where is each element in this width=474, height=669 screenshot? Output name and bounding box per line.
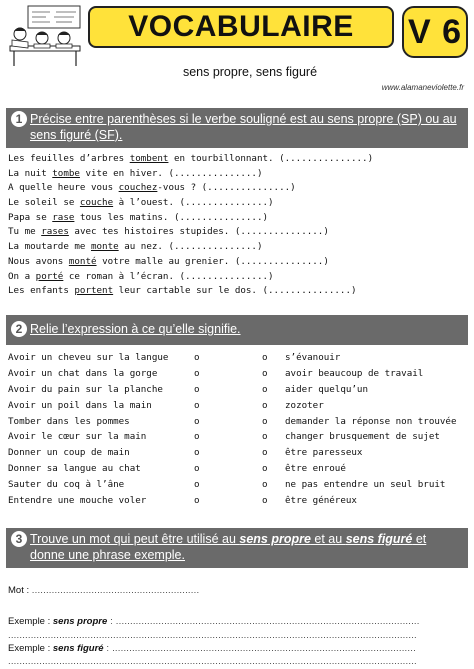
expression-item: Avoir du pain sur la planche (8, 383, 163, 395)
section-3-instruction-a: Trouve un mot qui peut être utilisé au (30, 532, 240, 546)
children-reading-illustration (6, 4, 84, 68)
meaning-item: avoir beaucoup de travail (285, 367, 424, 379)
sentence-text: A quelle heure vous (8, 182, 119, 194)
left-connector-circle[interactable]: o (194, 415, 200, 427)
matching-row (8, 414, 464, 430)
underlined-verb: porté (35, 270, 64, 282)
mot-label: Mot : (8, 585, 32, 596)
example-sens-figure-dots: : ........................................................................................................... (103, 643, 416, 654)
underlined-verb: monte (90, 241, 119, 253)
sentence-line[interactable] (8, 167, 464, 182)
section-3-number: 3 (11, 531, 27, 547)
section-3-instruction-c: et au (310, 532, 346, 546)
expression-item: Sauter du coq à l’âne (8, 479, 125, 491)
sentence-text: Le soleil se (8, 197, 80, 209)
expression-item: Avoir un cheveu sur la langue (8, 352, 169, 363)
sentence-answer-blank: -vous ? (...............) (157, 182, 296, 194)
right-connector-circle[interactable]: o (262, 447, 268, 459)
exercise-1-sentences (8, 152, 464, 299)
sentence-text: Les feuilles d’arbres (8, 153, 130, 164)
sentence-line[interactable] (8, 211, 464, 226)
right-connector-circle[interactable]: o (262, 367, 268, 379)
extra-line-1[interactable] (8, 630, 417, 641)
left-connector-circle[interactable]: o (194, 463, 200, 475)
right-connector-circle[interactable]: o (262, 495, 268, 507)
matching-row (8, 445, 464, 461)
example-sens-figure-line[interactable] (8, 643, 416, 654)
sentence-answer-blank: votre malle au grenier. (...............) (96, 255, 329, 267)
left-connector-circle[interactable]: o (194, 367, 200, 379)
section-2-header (6, 315, 468, 345)
sentence-text: Papa se (8, 211, 53, 223)
section-2-instruction: Relie l’expression à ce qu’elle signifie. (30, 322, 241, 336)
meaning-item: ne pas entendre un seul bruit (285, 479, 446, 491)
right-connector-circle[interactable]: o (262, 463, 268, 475)
section-2-number: 2 (11, 321, 27, 337)
section-1-header (6, 108, 468, 148)
expression-item: Donner un coup de main (8, 447, 130, 459)
sentence-answer-blank: ce roman à l’écran. (...............) (63, 270, 274, 282)
sentence-text: La nuit (8, 167, 53, 179)
meaning-item: aider quelqu’un (285, 383, 368, 395)
left-connector-circle[interactable]: o (194, 495, 200, 507)
underlined-verb: couchez (118, 182, 158, 194)
underlined-verb: monté (68, 255, 97, 267)
matching-row (8, 366, 464, 382)
sentence-text: Nous avons (8, 255, 69, 267)
sentence-text: Les enfants (8, 285, 75, 297)
expression-item: Donner sa langue au chat (8, 463, 141, 475)
section-3-sens-propre: sens propre (239, 532, 311, 546)
left-connector-circle[interactable]: o (194, 352, 200, 363)
left-connector-circle[interactable]: o (194, 383, 200, 395)
section-3-header (6, 528, 468, 568)
underlined-verb: tombent (129, 153, 169, 164)
example-sens-propre-line[interactable] (8, 616, 420, 627)
sentence-answer-blank: au nez. (...............) (118, 241, 263, 253)
sentence-answer-blank: leur cartable sur le dos. (...............) (113, 285, 357, 297)
underlined-verb: couche (79, 197, 114, 209)
sentence-line[interactable] (8, 270, 464, 285)
matching-row (8, 350, 464, 366)
expression-item: Entendre une mouche voler (8, 495, 147, 507)
sentence-line[interactable] (8, 196, 464, 211)
section-1-number: 1 (11, 111, 27, 127)
meaning-item: être généreux (285, 495, 357, 507)
sentence-answer-blank: avec tes histoires stupides. (...............) (68, 226, 329, 238)
section-3-instruction-e: et donne une phrase exemple. (30, 532, 427, 562)
right-connector-circle[interactable]: o (262, 399, 268, 411)
left-connector-circle[interactable]: o (194, 447, 200, 459)
extra-line-2[interactable] (8, 656, 417, 667)
lesson-badge: V 6 (402, 6, 468, 58)
exercise-2-matching (8, 350, 464, 509)
sentence-line[interactable] (8, 181, 464, 196)
right-connector-circle[interactable]: o (262, 479, 268, 491)
meaning-item: s’évanouir (285, 352, 341, 363)
meaning-item: être enroué (285, 463, 346, 475)
sentence-line[interactable] (8, 225, 464, 240)
underlined-verb: rase (52, 211, 75, 223)
sentence-text: On a (8, 270, 36, 282)
sentence-line[interactable] (8, 255, 464, 270)
left-connector-circle[interactable]: o (194, 431, 200, 443)
left-connector-circle[interactable]: o (194, 399, 200, 411)
expression-item: Avoir le cœur sur la main (8, 431, 147, 443)
example-prefix: Exemple : (8, 616, 53, 627)
sentence-answer-blank: vite en hiver. (...............) (79, 167, 263, 179)
matching-row (8, 477, 464, 493)
underlined-verb: rases (41, 226, 69, 238)
right-connector-circle[interactable]: o (262, 383, 268, 395)
section-1-instruction: Précise entre parenthèses si le verbe souligné est au sens propre (SP) ou au sens figuré (SF). (30, 112, 457, 142)
matching-row (8, 398, 464, 414)
example-sens-propre-dots: : ........................................................................................................... (107, 616, 420, 627)
sentence-line[interactable] (8, 240, 464, 255)
sentence-answer-blank: en tourbillonnant. (...............) (168, 153, 374, 164)
matching-row (8, 461, 464, 477)
sentence-answer-blank: à l’ouest. (...............) (113, 197, 274, 209)
sentence-text: La moutarde me (8, 241, 91, 253)
website-credit: www.alamaneviolette.fr (381, 83, 464, 92)
meaning-item: demander la réponse non trouvée (285, 415, 457, 427)
example-sens-figure-label: sens figuré (52, 643, 104, 654)
sentence-line[interactable] (8, 152, 464, 167)
underlined-verb: tombe (52, 167, 80, 179)
meaning-item: zozoter (285, 399, 324, 411)
meaning-item: changer brusquement de sujet (285, 431, 440, 443)
right-connector-circle[interactable]: o (262, 431, 268, 443)
matching-row (8, 429, 464, 445)
section-3-sens-figure: sens figuré (345, 532, 413, 546)
matching-row (8, 382, 464, 398)
sentence-text: Tu me (8, 226, 42, 238)
sentence-answer-blank: tous les matins. (...............) (74, 211, 269, 223)
matching-row (8, 493, 464, 509)
expression-item: Avoir un chat dans la gorge (8, 367, 158, 379)
page-subtitle: sens propre, sens figuré (182, 65, 318, 79)
sentence-line[interactable] (8, 284, 464, 299)
expression-item: Tomber dans les pommes (8, 415, 130, 427)
extra-dots: ................................................................................................................................................ (8, 656, 417, 667)
left-connector-circle[interactable]: o (194, 479, 200, 491)
extra-dots: ................................................................................................................................................ (8, 630, 417, 641)
page-title: VOCABULAIRE (88, 6, 394, 48)
underlined-verb: portent (74, 285, 114, 297)
mot-line[interactable] (8, 585, 199, 596)
meaning-item: être paresseux (285, 447, 363, 459)
example-sens-propre-label: sens propre (52, 616, 108, 627)
right-connector-circle[interactable]: o (262, 415, 268, 427)
mot-dots: ........................................................... (31, 585, 200, 596)
expression-item: Avoir un poil dans la main (8, 399, 152, 411)
example-prefix: Exemple : (8, 643, 53, 654)
right-connector-circle[interactable]: o (262, 352, 268, 363)
